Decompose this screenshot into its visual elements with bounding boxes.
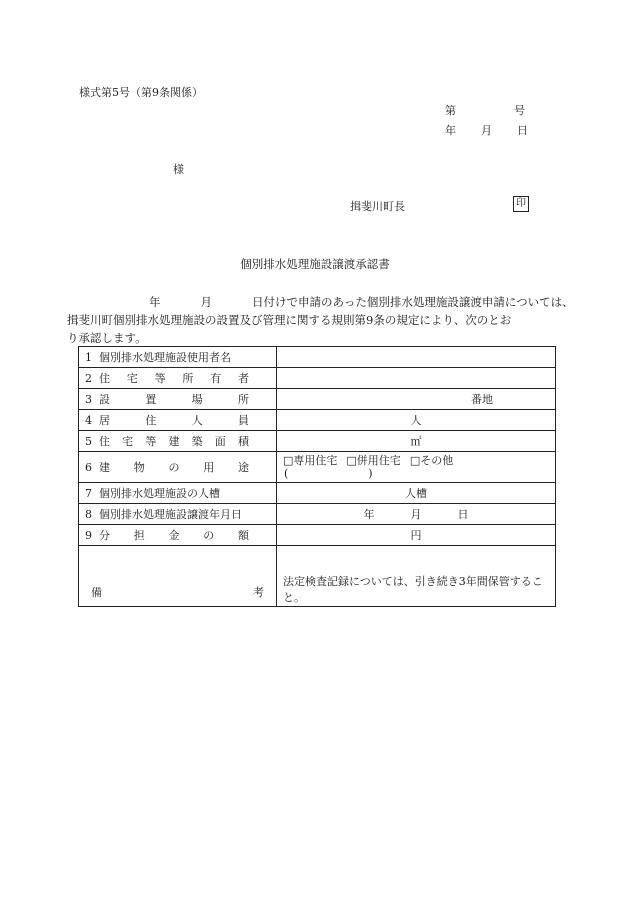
row-label: 2 住 宅 等 所 有 者 xyxy=(79,368,277,389)
table-row xyxy=(79,347,556,368)
table-row xyxy=(79,504,556,525)
location-value[interactable]: 番地 xyxy=(277,389,556,410)
statement-month: 月 xyxy=(200,295,212,309)
form-number: 様式第5号（第9条関係） xyxy=(79,86,203,99)
table-row xyxy=(79,389,556,410)
row-label: 8 個別排水処理施設譲渡年月日 xyxy=(79,504,277,525)
addressee-suffix: 様 xyxy=(173,163,184,176)
approval-statement xyxy=(67,293,574,347)
table-row xyxy=(79,525,556,546)
floor-area-value[interactable]: ㎡ xyxy=(277,431,556,452)
seal-mark: 印 xyxy=(513,196,529,212)
use-option-exclusive-residence[interactable]: □専用住宅 xyxy=(283,454,338,467)
statement-line1: 日付けで申請のあった個別排水処理施設譲渡申請については、 xyxy=(252,295,574,309)
issue-date-month: 月 xyxy=(481,124,492,137)
remarks-value: 法定検査記録については、引き続き3年間保管すること。 xyxy=(277,546,556,607)
tank-capacity-value[interactable]: 人槽 xyxy=(277,483,556,504)
row-label: 3 設 置 場 所 xyxy=(79,389,277,410)
table-row xyxy=(79,483,556,504)
statement-year: 年 xyxy=(149,295,161,309)
row-label: 4 居 住 人 員 xyxy=(79,410,277,431)
statement-line3: り承認します。 xyxy=(67,331,147,345)
statement-line2: 揖斐川町個別排水処理施設の設置及び管理に関する規則第9条の規定により、次のとお xyxy=(67,313,512,327)
remarks-label: 備 考 xyxy=(79,546,277,607)
row-label: 1 個別排水処理施設使用者名 xyxy=(79,347,277,368)
document-title: 個別排水処理施設譲渡承認書 xyxy=(240,257,390,271)
residents-value[interactable]: 人 xyxy=(277,410,556,431)
issue-date-year: 年 xyxy=(445,124,456,137)
row-label: 5 住 宅 等 建 築 面 積 xyxy=(79,431,277,452)
owner-value[interactable] xyxy=(277,368,556,389)
issue-date-day: 日 xyxy=(517,124,528,137)
other-paren-close: ) xyxy=(368,467,373,480)
user-name-value[interactable] xyxy=(277,347,556,368)
contribution-amount-value[interactable]: 円 xyxy=(277,525,556,546)
transfer-date-value[interactable]: 年 月 日 xyxy=(277,504,556,525)
table-row xyxy=(79,368,556,389)
use-option-other[interactable]: □その他 xyxy=(409,454,454,467)
issuer-name: 揖斐川町長 xyxy=(350,200,405,213)
issue-date xyxy=(445,124,528,138)
table-row xyxy=(79,410,556,431)
other-paren-open: ( xyxy=(284,467,289,480)
row-label: 9 分 担 金 の 額 xyxy=(79,525,277,546)
approval-details-table xyxy=(78,346,556,607)
table-row xyxy=(79,546,556,607)
table-row xyxy=(79,431,556,452)
building-use-options xyxy=(277,452,556,483)
document-number-label: 第 xyxy=(445,104,456,117)
document-number-suffix: 号 xyxy=(514,104,525,117)
use-option-combined-residence[interactable]: □併用住宅 xyxy=(346,454,401,467)
row-label: 6 建 物 の 用 途 xyxy=(79,452,277,483)
table-row xyxy=(79,452,556,483)
row-label: 7 個別排水処理施設の人槽 xyxy=(79,483,277,504)
